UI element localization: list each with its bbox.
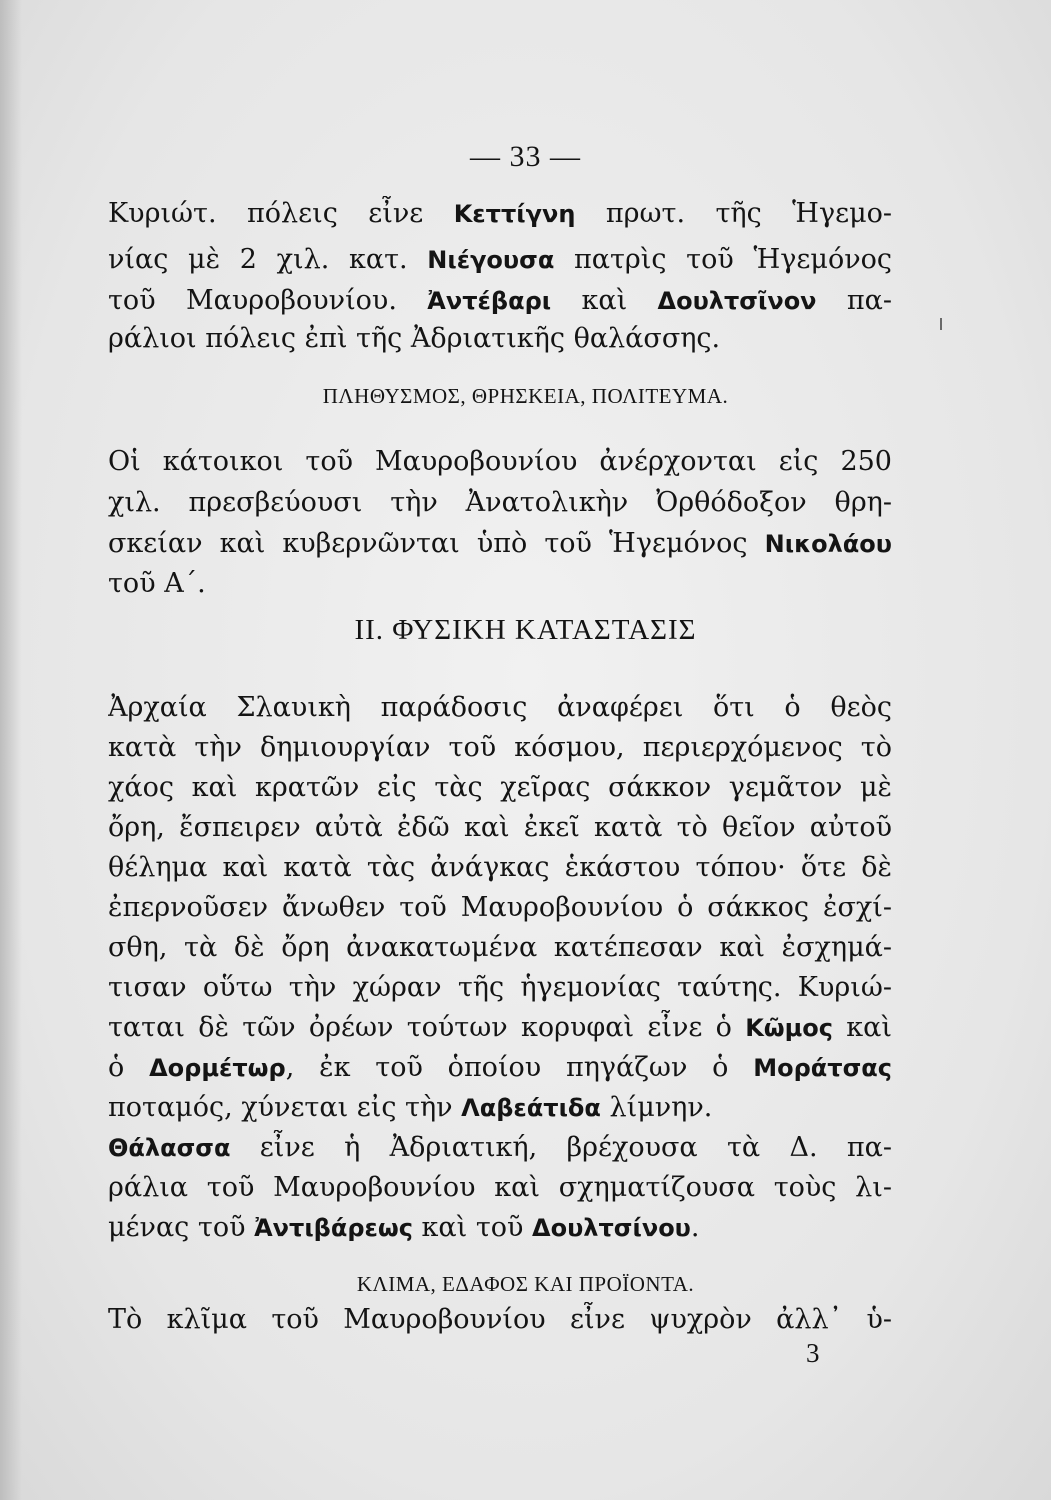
page-number: — 33 — — [470, 140, 581, 173]
text-line: ταται δὲ τῶν ὀρέων τούτων κορυφαὶ εἶνε ὁ Κῶμος καὶ — [108, 1012, 892, 1043]
text-line: ράλια τοῦ Μαυροβουνίου καὶ σχηματίζουσα τοὺς λι- — [108, 1172, 892, 1203]
text-line: σθη, τὰ δὲ ὄρη ἀνακατωμένα κατέπεσαν καὶ ἐσχημά- — [108, 932, 892, 963]
heading-climate: ΚΛΙΜΑ, ΕΔΑΦΟΣ ΚΑΙ ΠΡΟΪΟΝΤΑ. — [356, 1272, 695, 1296]
text-line: Θάλασσα εἶνε ἡ Ἀδριατική, βρέχουσα τὰ Δ. πα- — [108, 1132, 892, 1163]
text-line: Κυριώτ. πόλεις εἶνε Κεττίγνη πρωτ. τῆς Ἡγεμο- — [108, 198, 892, 229]
text-line: νίας μὲ 2 χιλ. κατ. Νιέγουσα πατρὶς τοῦ Ἡγεμόνος — [108, 244, 892, 275]
text-line: Τὸ κλῖμα τοῦ Μαυροβουνίου εἶνε ψυχρὸν ἀλλ᾽ ὑ- — [108, 1304, 892, 1335]
text-line: χάος καὶ κρατῶν εἰς τὰς χεῖρας σάκκον γεμᾶτον μὲ — [108, 772, 892, 803]
heading-population: ΠΛΗΘΥΣΜΟΣ, ΘΡΗΣΚΕΙΑ, ΠΟΛΙΤΕΥΜΑ. — [322, 384, 729, 408]
text-line: ὁ Δορμέτωρ, ἐκ τοῦ ὁποίου πηγάζων ὁ Μοράτσας — [108, 1052, 892, 1083]
text-line: κατὰ τὴν δημιουργίαν τοῦ κόσμου, περιερχόμενος τὸ — [108, 732, 892, 763]
text-line: Ἀρχαία Σλαυικὴ παράδοσις ἀναφέρει ὅτι ὁ θεὸς — [108, 692, 892, 723]
text-line: ὄρη, ἔσπειρεν αὐτὰ ἐδῶ καὶ ἐκεῖ κατὰ τὸ θεῖον αὐτοῦ — [108, 812, 892, 843]
text-line: τισαν οὕτω τὴν χώραν τῆς ἡγεμονίας ταύτης. Κυριώ- — [108, 972, 892, 1003]
text-line: ράλιοι πόλεις ἐπὶ τῆς Ἀδριατικῆς θαλάσσης. — [108, 323, 721, 354]
text-line: θέλημα καὶ κατὰ τὰς ἀνάγκας ἑκάστου τόπου· ὅτε δὲ — [108, 852, 892, 883]
text-line: τοῦ Α΄. — [108, 568, 206, 599]
print-speck — [940, 318, 942, 330]
text-line: Οἱ κάτοικοι τοῦ Μαυροβουνίου ἀνέρχονται εἰς 250 — [108, 446, 892, 477]
text-line: ἐπερνοῦσεν ἄνωθεν τοῦ Μαυροβουνίου ὁ σάκκος ἐσχί- — [108, 892, 892, 923]
signature-mark: 3 — [806, 1338, 820, 1368]
text-line: μένας τοῦ Ἀντιβάρεως καὶ τοῦ Δουλτσίνου. — [108, 1212, 700, 1243]
text-line: τοῦ Μαυροβουνίου. Ἀντέβαρι καὶ Δουλτσῖνον πα- — [108, 285, 892, 316]
text-line: σκείαν καὶ κυβερνῶνται ὑπὸ τοῦ Ἡγεμόνος Νικολάου — [108, 528, 892, 559]
section-title: II. ΦΥΣΙΚΗ ΚΑΤΑΣΤΑΣΙΣ — [354, 614, 697, 646]
text-line: χιλ. πρεσβεύουσι τὴν Ἀνατολικὴν Ὀρθόδοξον θρη- — [108, 487, 892, 518]
text-line: ποταμός, χύνεται εἰς τὴν Λαβεάτιδα λίμνην. — [108, 1092, 713, 1123]
